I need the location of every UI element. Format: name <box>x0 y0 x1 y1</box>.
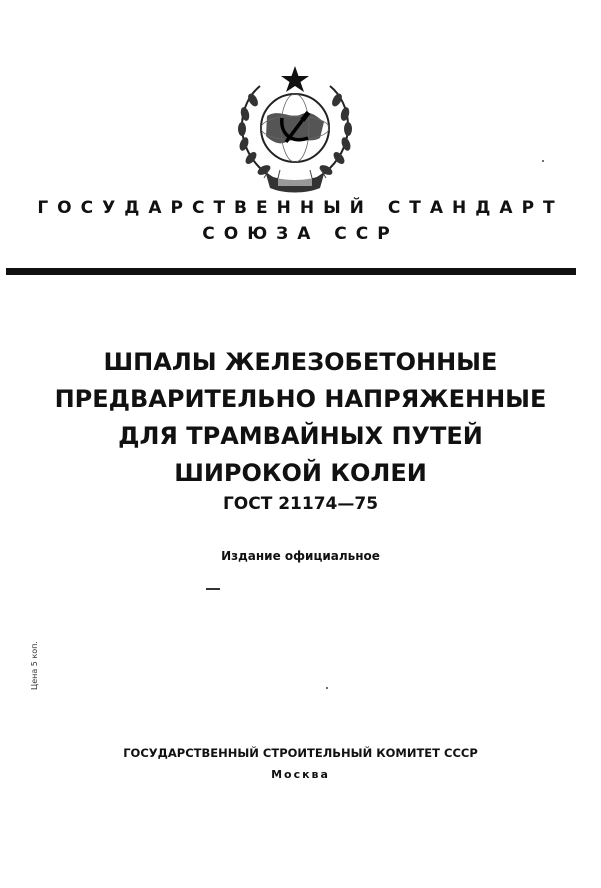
title-line: ДЛЯ ТРАМВАЙНЫХ ПУТЕЙ <box>118 422 483 450</box>
title-line: ШИРОКОЙ КОЛЕИ <box>174 459 427 487</box>
ussr-state-emblem-icon <box>220 56 370 196</box>
ink-speck <box>326 687 328 689</box>
header-line-2: СОЮЗА ССР <box>202 224 399 244</box>
document-title <box>0 344 601 492</box>
title-line: ПРЕДВАРИТЕЛЬНО НАПРЯЖЕННЫЕ <box>54 385 547 413</box>
edition-note: Издание официальное <box>221 549 380 563</box>
publisher-name: ГОСУДАРСТВЕННЫЙ СТРОИТЕЛЬНЫЙ КОМИТЕТ СССР <box>123 746 478 760</box>
header-line-1: ГОСУДАРСТВЕННЫЙ СТАНДАРТ <box>37 198 564 218</box>
horizontal-divider <box>6 268 576 275</box>
price-side-note: Цена 5 коп. <box>30 641 39 690</box>
title-line: ШПАЛЫ ЖЕЛЕЗОБЕТОННЫЕ <box>103 348 498 376</box>
ink-mark <box>206 588 220 590</box>
publisher-city: Москва <box>271 768 330 781</box>
ink-speck <box>542 160 544 162</box>
standard-number: ГОСТ 21174—75 <box>222 494 379 514</box>
